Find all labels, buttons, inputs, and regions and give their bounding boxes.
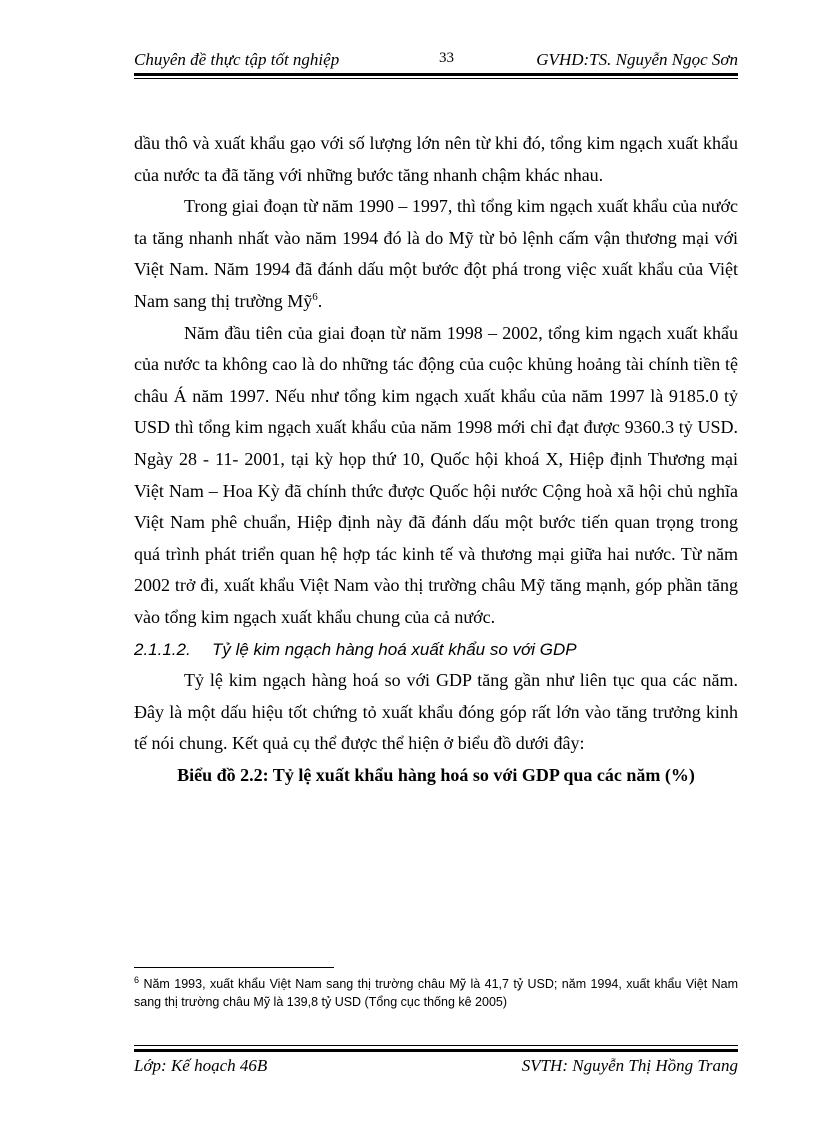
section-heading — [134, 634, 738, 666]
header-rule-thick — [134, 73, 738, 76]
footnote-text: Năm 1993, xuất khẩu Việt Nam sang thị trường châu Mỹ là 41,7 tỷ USD; năm 1994, xuất khẩu Việt Nam sang thị trường châu Mỹ là 139,8 tỷ USD (Tổng cục thống kê 2005) — [134, 977, 738, 1009]
footnote — [134, 975, 738, 1011]
section-title: Tỷ lệ kim ngạch hàng hoá xuất khẩu so với GDP — [212, 639, 577, 659]
footnote-mark: 6 — [134, 974, 140, 985]
header-rule-thin — [134, 78, 738, 79]
footnote-separator — [134, 967, 334, 968]
paragraph-2-text: Trong giai đoạn từ năm 1990 – 1997, thì tổng kim ngạch xuất khẩu của nước ta tăng nhanh nhất vào năm 1994 đó là do Mỹ từ bỏ lệnh cấm vận thương mại với Việt Nam. Năm 1994 đã đánh dấu một bước đột phá trong việc xuất khẩu của Việt Nam sang thị trường Mỹ — [134, 196, 738, 311]
page-header — [134, 48, 738, 72]
footer-rule-thin — [134, 1045, 738, 1046]
paragraph-4: Tỷ lệ kim ngạch hàng hoá so với GDP tăng gần như liên tục qua các năm. Đây là một dấu hiệu tốt chứng tỏ xuất khẩu đóng góp rất lớn vào tăng trưởng kinh tế nói chung. Kết quả cụ thể được thể hiện ở biểu đồ dưới đây: — [134, 670, 738, 754]
paragraph-2 — [134, 191, 738, 317]
footnote-ref: 6 — [312, 290, 318, 303]
header-advisor: GVHD:TS. Nguyễn Ngọc Sơn — [536, 50, 738, 69]
chart-caption: Biểu đồ 2.2: Tỷ lệ xuất khẩu hàng hoá so với GDP qua các năm (%) — [177, 764, 695, 785]
paragraph-2-end: . — [317, 290, 323, 311]
main-body — [134, 128, 738, 791]
footer-class: Lớp: Kế hoạch 46B — [134, 1056, 268, 1075]
footer-student: SVTH: Nguyễn Thị Hồng Trang — [521, 1056, 738, 1075]
section-number: 2.1.1.2. — [134, 639, 191, 659]
header-title: Chuyên đề thực tập tốt nghiệp — [134, 50, 340, 69]
paragraph-3: Năm đầu tiên của giai đoạn từ năm 1998 – 2002, tổng kim ngạch xuất khẩu của nước ta không cao là do những tác động của cuộc khủng hoảng tài chính tiền tệ châu Á năm 1997. Nếu như tổng kim ngạch xuất khẩu của năm 1997 là 9185.0 tỷ USD thì tổng kim ngạch xuất khẩu của năm 1998 mới chỉ đạt được 9360.3 tỷ USD. Ngày 28 - 11- 2001, tại kỳ họp thứ 10, Quốc hội khoá X, Hiệp định Thương mại Việt Nam – Hoa Kỳ đã chính thức được Quốc hội nước Cộng hoà xã hội chủ nghĩa Việt Nam phê chuẩn, Hiệp định này đã đánh dấu một bước tiến quan trọng trong quá trình phát triển quan hệ hợp tác kinh tế và thương mại giữa hai nước. Từ năm 2002 trở đi, xuất khẩu Việt Nam vào thị trường châu Mỹ tăng mạnh, góp phần tăng vào tổng kim ngạch xuất khẩu chung của cả nước. — [134, 322, 738, 627]
page-number: 33 — [439, 50, 454, 66]
paragraph-1: dầu thô và xuất khẩu gạo với số lượng lớn nên từ khi đó, tổng kim ngạch xuất khẩu của nước ta đã tăng với những bước tăng nhanh chậm khác nhau. — [134, 133, 738, 185]
footer-rule-thick — [134, 1049, 738, 1052]
